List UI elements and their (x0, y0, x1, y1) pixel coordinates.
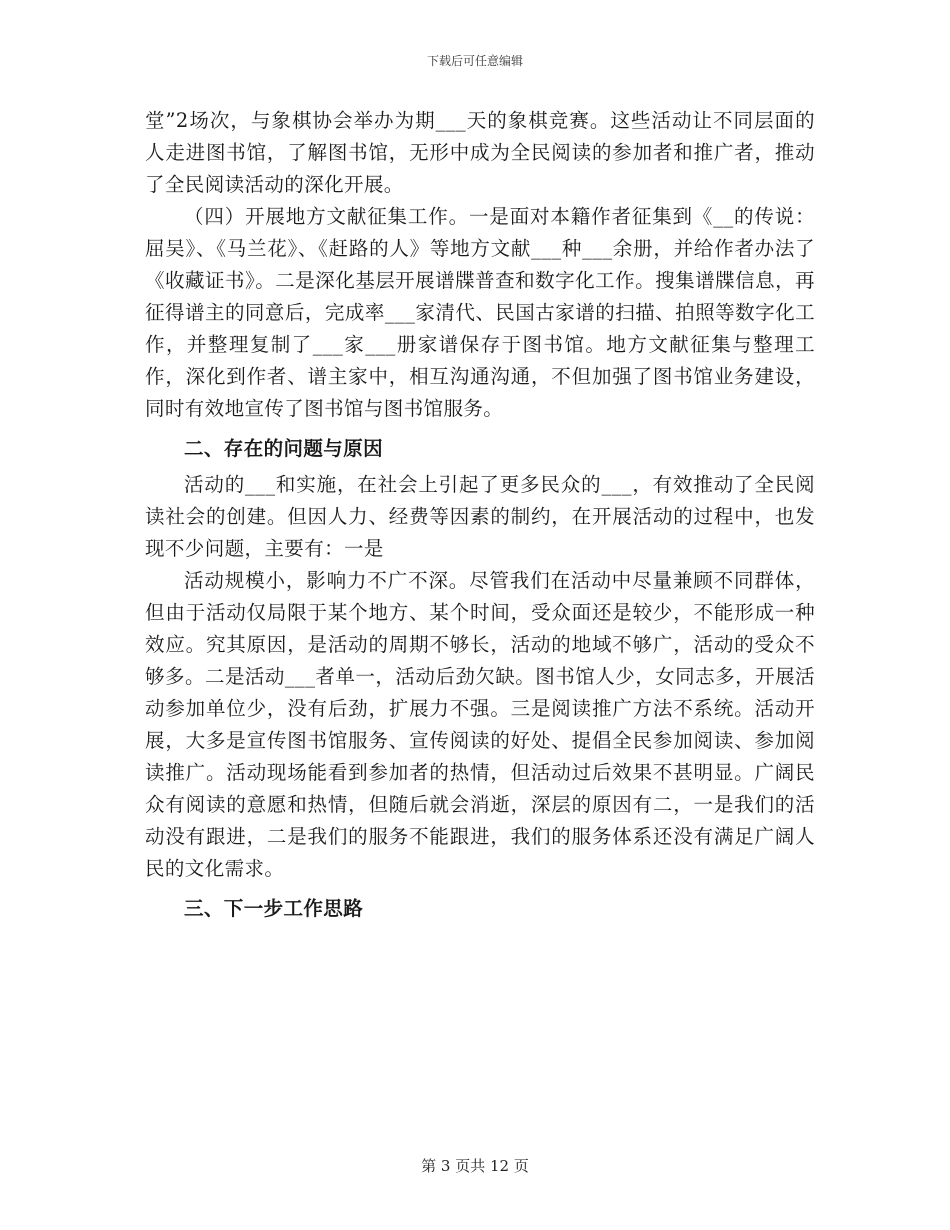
page-number: 第 3 页共 12 页 (421, 1157, 529, 1175)
section-heading-next-steps: 三、下一步工作思路 (184, 897, 364, 920)
page-header: 下载后可任意编辑 (426, 54, 523, 68)
paragraph-problems-intro: 活动的___和实施，在社会上引起了更多民众的___，有效推动了全民阅读社会的创建。但因人力、经费等因素的制约，在开展活动的过程中，也发现不少问题，主要有：一是 (145, 473, 815, 560)
paragraph-activities: 堂”2场次，与象棋协会举办为期___天的象棋竞赛。这些活动让不同层面的人走进图书馆，了解图书馆，无形中成为全民阅读的参加者和推广者，推动了全民阅读活动的深化开展。 (145, 109, 815, 196)
document-body (145, 105, 815, 925)
paragraph-problems-detail: 活动规模小，影响力不广不深。尽管我们在活动中尽量兼顾不同群体，但由于活动仅局限于某个地方、某个时间，受众面还是较少，不能形成一种效应。究其原因，是活动的周期不够长，活动的地域不够广，活动的受众不够多。二是活动___者单一，活动后劲欠缺。图书馆人少，女同志多，开展活动参加单位少，没有后劲，扩展力不强。三是阅读推广方法不系统。活动开展，大多是宣传图书馆服务、宣传阅读的好处、提倡全民参加阅读、参加阅读推广。活动现场能看到参加者的热情，但活动过后效果不甚明显。广阔民众有阅读的意愿和热情，但随后就会消逝，深层的原因有二，一是我们的活动没有跟进，二是我们的服务不能跟进，我们的服务体系还没有满足广阔人民的文化需求。 (145, 569, 815, 880)
paragraph-local-documents: （四）开展地方文献征集工作。一是面对本籍作者征集到《__的传说：屈吴》、《马兰花》、《赶路的人》等地方文献___种___余册，并给作者办法了《收藏证书》。二是深化基层开展谱牒普查和数字化工作。搜集谱牒信息，再征得谱主的同意后，完成率___家清代、民国古家谱的扫描、拍照等数字化工作，并整理复制了___家___册家谱保存于图书馆。地方文献征集与整理工作，深化到作者、谱主家中，相互沟通沟通，不但加强了图书馆业务建设，同时有效地宣传了图书馆与图书馆服务。 (145, 205, 815, 420)
section-heading-problems: 二、存在的问题与原因 (184, 437, 384, 460)
